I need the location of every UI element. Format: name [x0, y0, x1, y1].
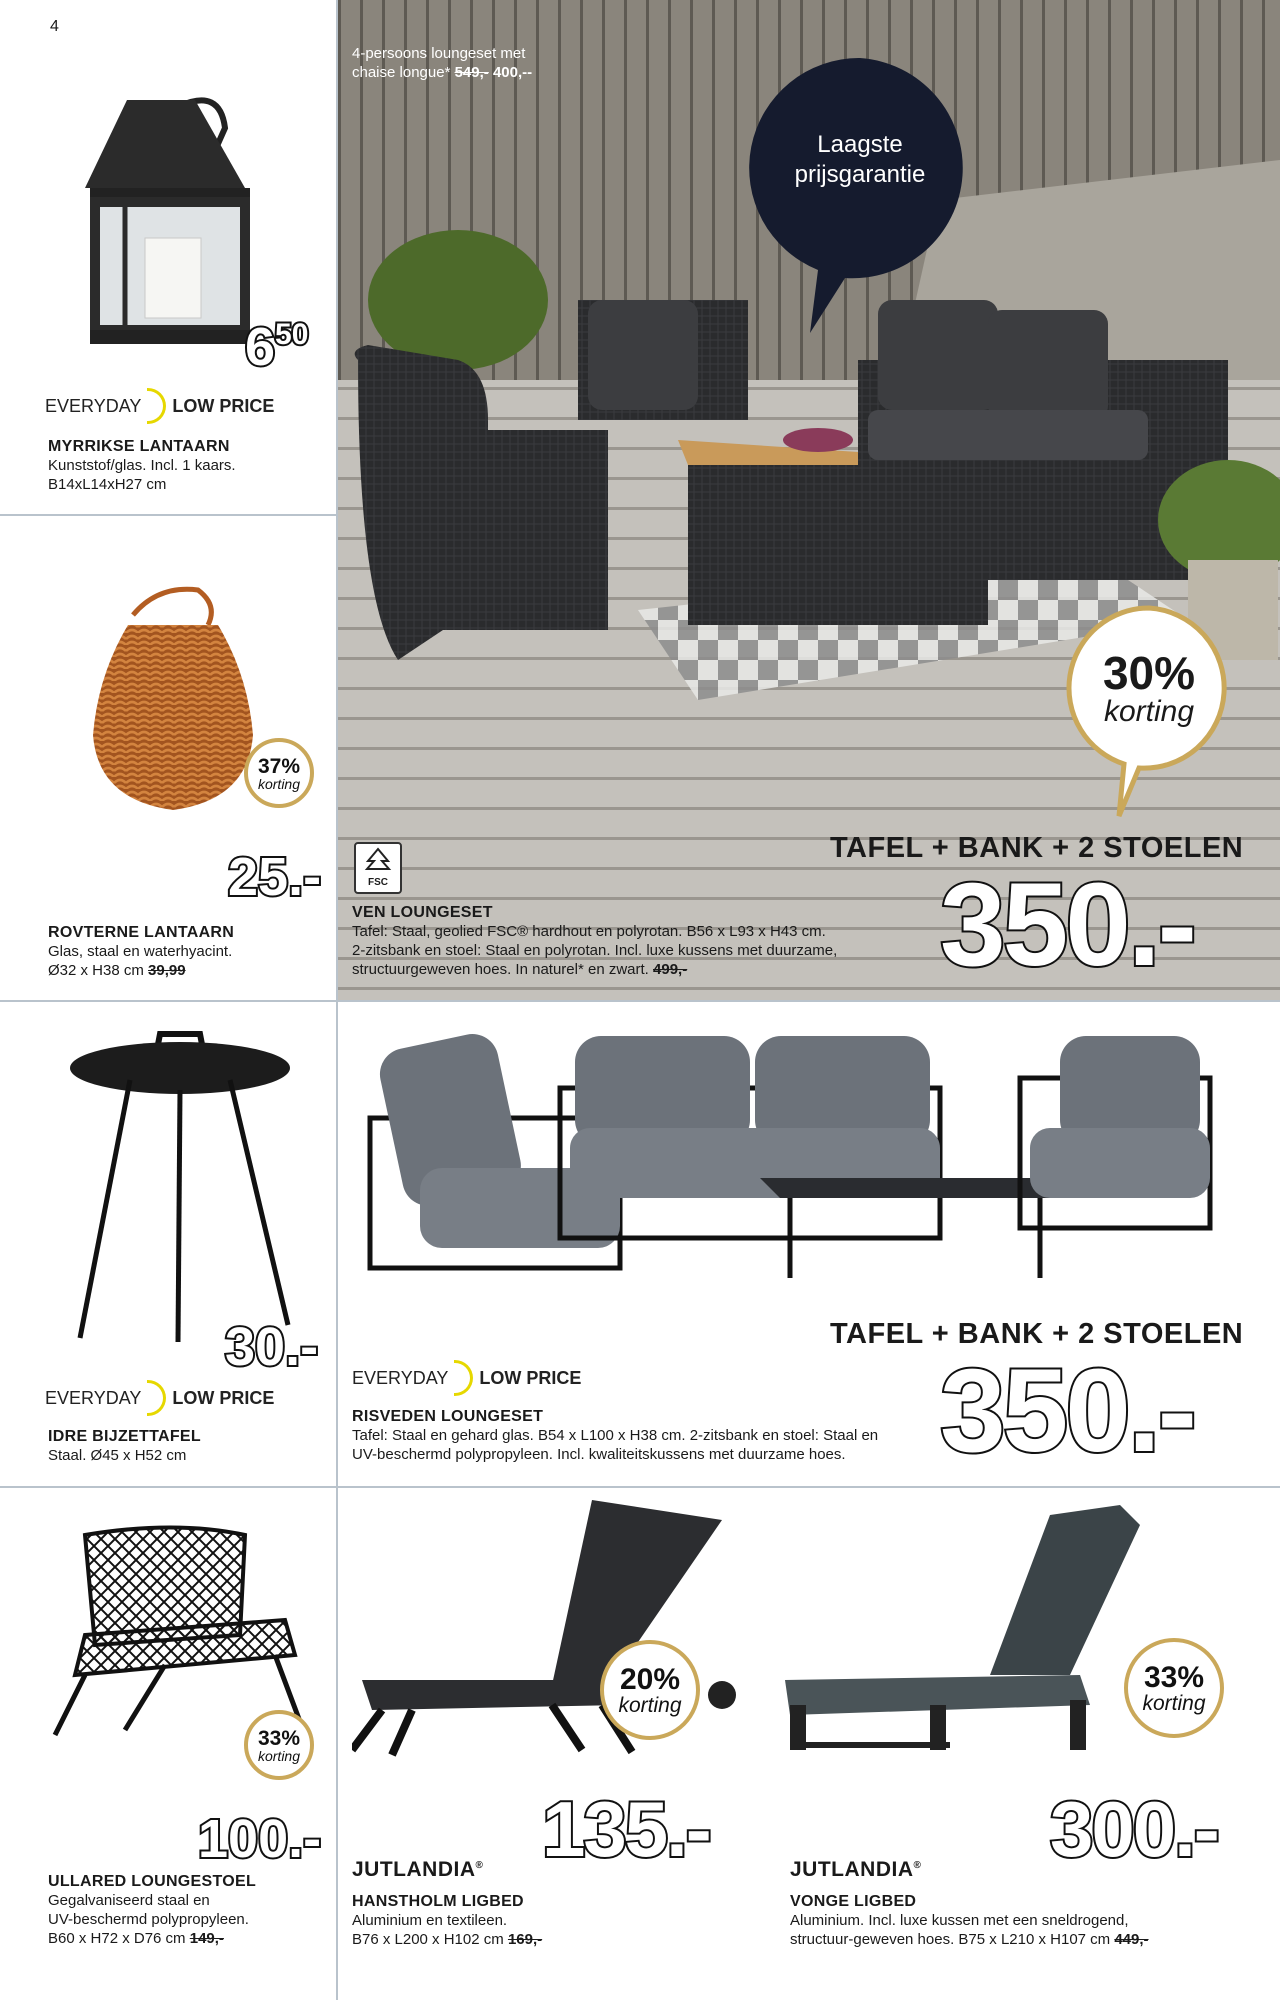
discount-badge: 37% korting [244, 738, 314, 808]
product-title: VONGE LIGBED [790, 1893, 917, 1910]
product-title: VEN LOUNGESET [352, 904, 493, 921]
jutlandia-brand: JUTLANDIA® [352, 1858, 484, 1881]
everyday-low-price-logo: EVERYDAY LOW PRICE [352, 1360, 581, 1396]
product-title: RISVEDEN LOUNGESET [352, 1408, 544, 1425]
product-title: ROVTERNE LANTAARN [48, 924, 235, 941]
product-title: MYRRIKSE LANTAARN [48, 438, 230, 455]
row-divider [0, 1486, 1280, 1488]
risveden-price: 350.- [940, 1345, 1194, 1477]
row-divider [0, 1000, 1280, 1002]
rovterne-info [48, 924, 328, 980]
fsc-tree-icon: FSC [354, 842, 402, 894]
page-number: 4 [50, 18, 59, 35]
ven-info: VEN LOUNGESET Tafel: Staal, geolied FSC® hardhout en polyrotan. B56 x L93 x H43 cm. 2-zitsbank en stoel: Staal en polyrotan. Incl. luxe kussens met duurzame, structuurgeweven hoes. In naturel* en zwart. 499,- [352, 904, 942, 979]
myrrikse-info [48, 438, 328, 494]
hanstholm-price: 135.- [542, 1785, 710, 1873]
risveden-loungeset-photo [360, 1028, 1260, 1298]
rovterne-price: 25.- [228, 847, 322, 907]
side-table-icon [60, 1020, 300, 1360]
risveden-info [352, 1408, 952, 1464]
product-desc: 2-zitsbank en stoel: Staal en polyrotan. Incl. luxe kussens met duurzame, [352, 942, 838, 959]
ven-deal-label: TAFEL + BANK + 2 STOELEN [830, 832, 1244, 864]
ullared-info: ULLARED LOUNGESTOEL Gegalvaniseerd staal en UV-beschermd polypropyleen. B60 x H72 x D76 cm 149,- [48, 1873, 333, 1948]
product-desc: Gegalvaniseerd staal en [48, 1892, 210, 1909]
vonge-price: 300.- [1050, 1785, 1218, 1873]
row-divider [0, 514, 336, 516]
vonge-info: VONGE LIGBED Aluminium. Incl. luxe kussen met een sneldrogend, structuur-geweven hoes. B75 x L210 x H107 cm 449,- [790, 1893, 1230, 1949]
product-desc: Tafel: Staal en gehard glas. B54 x L100 x H38 cm. 2-zitsbank en stoel: Staal en [352, 1427, 879, 1444]
myrrikse-price: $6^{50}$ [245, 317, 309, 377]
product-desc: Glas, staal en waterhyacint. [48, 943, 233, 960]
jutlandia-brand: JUTLANDIA® [790, 1858, 922, 1881]
ven-caption: 4-persoons loungeset met chaise longue* 549,- 400,-- [352, 45, 533, 81]
risveden-deal-label: TAFEL + BANK + 2 STOELEN [830, 1318, 1244, 1350]
lantern-black-icon [85, 88, 255, 348]
ven-price: 350.- [940, 859, 1194, 991]
product-desc: UV-beschermd polypropyleen. [48, 1911, 249, 1928]
product-desc: Kunststof/glas. Incl. 1 kaars. [48, 457, 236, 474]
product-desc: Tafel: Staal, geolied FSC® hardhout en polyrotan. B56 x L93 x H43 cm. [352, 923, 826, 940]
everyday-low-price-logo: EVERYDAY LOW PRICE [45, 388, 274, 424]
idre-price: 30.- [225, 1317, 319, 1377]
discount-badge: 20% korting [600, 1640, 700, 1740]
product-title: IDRE BIJZETTAFEL [48, 1428, 201, 1445]
product-desc: Staal. Ø45 x H52 cm [48, 1447, 187, 1464]
product-desc: Aluminium en textileen. [352, 1912, 508, 1929]
product-dims: B14xL14xH27 cm [48, 476, 167, 493]
sunbed-icon [352, 1500, 752, 1760]
product-title: ULLARED LOUNGESTOEL [48, 1873, 257, 1890]
lantern-woven-icon [78, 585, 268, 815]
discount-badge: 33% korting [244, 1710, 314, 1780]
product-title: HANSTHOLM LIGBED [352, 1893, 524, 1910]
lowest-price-bubble: Laagste prijsgarantie [740, 58, 980, 338]
hanstholm-info: HANSTHOLM LIGBED Aluminium en textileen. B76 x L200 x H102 cm 169,- [352, 1893, 682, 1949]
product-desc: UV-beschermd polypropyleen. Incl. kwaliteitskussens met duurzame hoes. [352, 1446, 846, 1463]
everyday-low-price-logo: EVERYDAY LOW PRICE [45, 1380, 274, 1416]
product-dims: Ø32 x H38 cm 39,99 [48, 962, 186, 979]
product-desc: Aluminium. Incl. luxe kussen met een sneldrogend, [790, 1912, 1129, 1929]
discount-badge: 30% korting [1064, 604, 1234, 824]
discount-badge: 33% korting [1124, 1638, 1224, 1738]
ullared-price: 100.- [198, 1809, 322, 1869]
idre-info [48, 1428, 328, 1465]
